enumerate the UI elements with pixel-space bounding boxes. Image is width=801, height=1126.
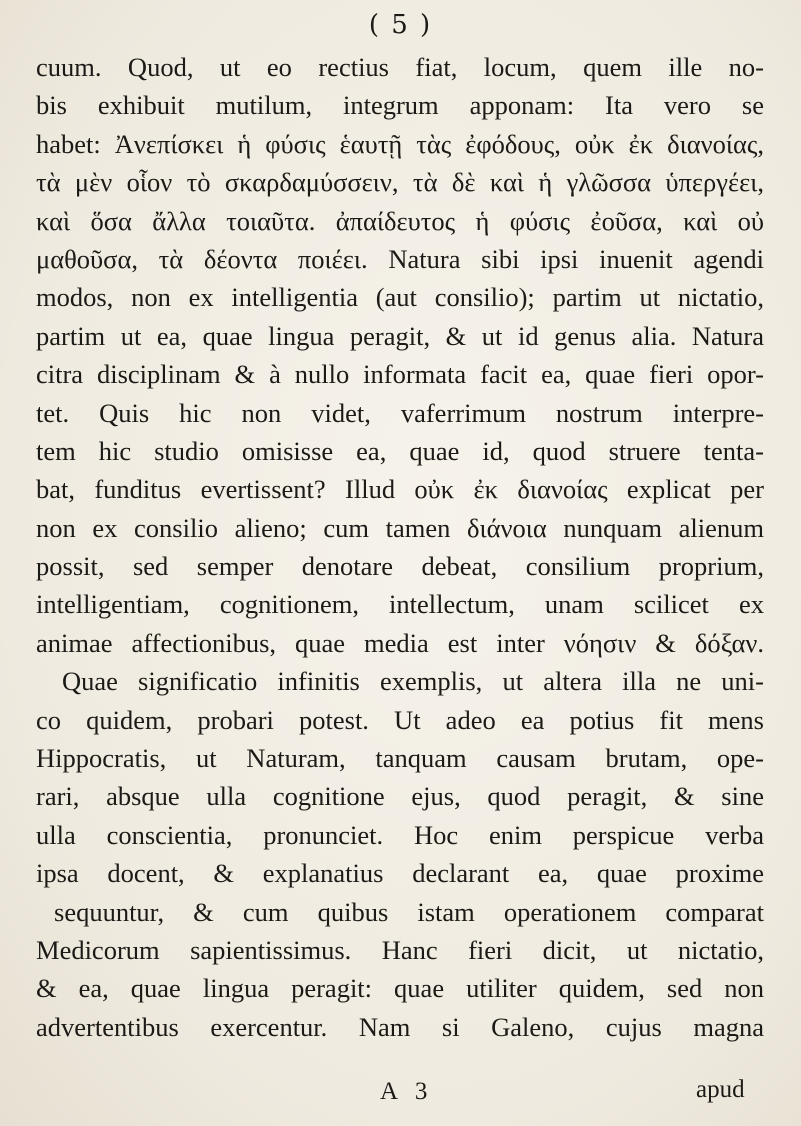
- signature-mark: A 3: [380, 1078, 434, 1105]
- text-line: partim ut ea, quae lingua peragit, & ut id genus alia. Natura: [36, 320, 764, 351]
- catchword: apud: [696, 1076, 745, 1103]
- text-line: animae affectionibus, quae media est inter νόησιν & δόξαν.: [36, 627, 764, 658]
- text-line: intelligentiam, cognitionem, intellectum, unam scilicet ex: [36, 589, 764, 620]
- text-line: & ea, quae lingua peragit: quae utiliter quidem, sed non: [36, 973, 764, 1004]
- text-line: cuum. Quod, ut eo rectius fiat, locum, quem ille no-: [36, 52, 764, 82]
- text-line: advertentibus exercentur. Nam si Galeno, cujus magna: [36, 1011, 764, 1042]
- text-line: possit, sed semper denotare debeat, consilium proprium,: [36, 551, 764, 582]
- body-text: [36, 48, 764, 1046]
- text-line: co quidem, probari potest. Ut adeo ea potius fit mens: [36, 704, 764, 735]
- text-line: tem hic studio omisisse ea, quae id, quod struere tenta-: [36, 435, 764, 466]
- text-line: habet: Ἀνεπίσκει ἡ φύσις ἑαυτῇ τὰς ἐφόδους, οὐκ ἐκ διανοίας,: [36, 128, 764, 159]
- text-line: sequuntur, & cum quibus istam operationem comparat: [54, 896, 764, 927]
- text-line: modos, non ex intelligentia (aut consilio); partim ut nictatio,: [36, 282, 764, 313]
- text-line: tet. Quis hic non videt, vaferrimum nostrum interpre-: [36, 397, 764, 428]
- text-line: ipsa docent, & explanatius declarant ea, quae proxime: [36, 858, 764, 889]
- text-line: bis exhibuit mutilum, integrum apponam: Ita vero se: [36, 90, 764, 121]
- text-line: rari, absque ulla cognitione ejus, quod peragit, & sine: [36, 781, 764, 812]
- text-line: ulla conscientia, pronunciet. Hoc enim perspicue verba: [36, 819, 764, 850]
- text-line: καὶ ὅσα ἄλλα τοιαῦτα. ἀπαίδευτος ἡ φύσις ἐοῦσα, καὶ οὐ: [36, 205, 764, 236]
- text-line: Hippocratis, ut Naturam, tanquam causam brutam, ope-: [36, 743, 764, 774]
- text-line: citra disciplinam & à nullo informata facit ea, quae fieri opor-: [36, 359, 764, 390]
- text-line: τὰ μὲν οἷον τὸ σκαρδαμύσσειν, τὰ δὲ καὶ ἡ γλῶσσα ὑπεργέει,: [36, 167, 764, 198]
- page-number: ( 5 ): [368, 10, 433, 40]
- text-line: non ex consilio alieno; cum tamen διάνοια nunquam alienum: [36, 512, 764, 543]
- text-line: bat, funditus evertissent? Illud οὐκ ἐκ διανοίας explicat per: [36, 474, 764, 505]
- text-line: μαθοῦσα, τὰ δέοντα ποιέει. Natura sibi ipsi inuenit agendi: [36, 243, 764, 274]
- text-line: Quae significatio infinitis exemplis, ut altera illa ne uni-: [62, 666, 764, 697]
- text-line: Medicorum sapientissimus. Hanc fieri dicit, ut nictatio,: [36, 934, 764, 965]
